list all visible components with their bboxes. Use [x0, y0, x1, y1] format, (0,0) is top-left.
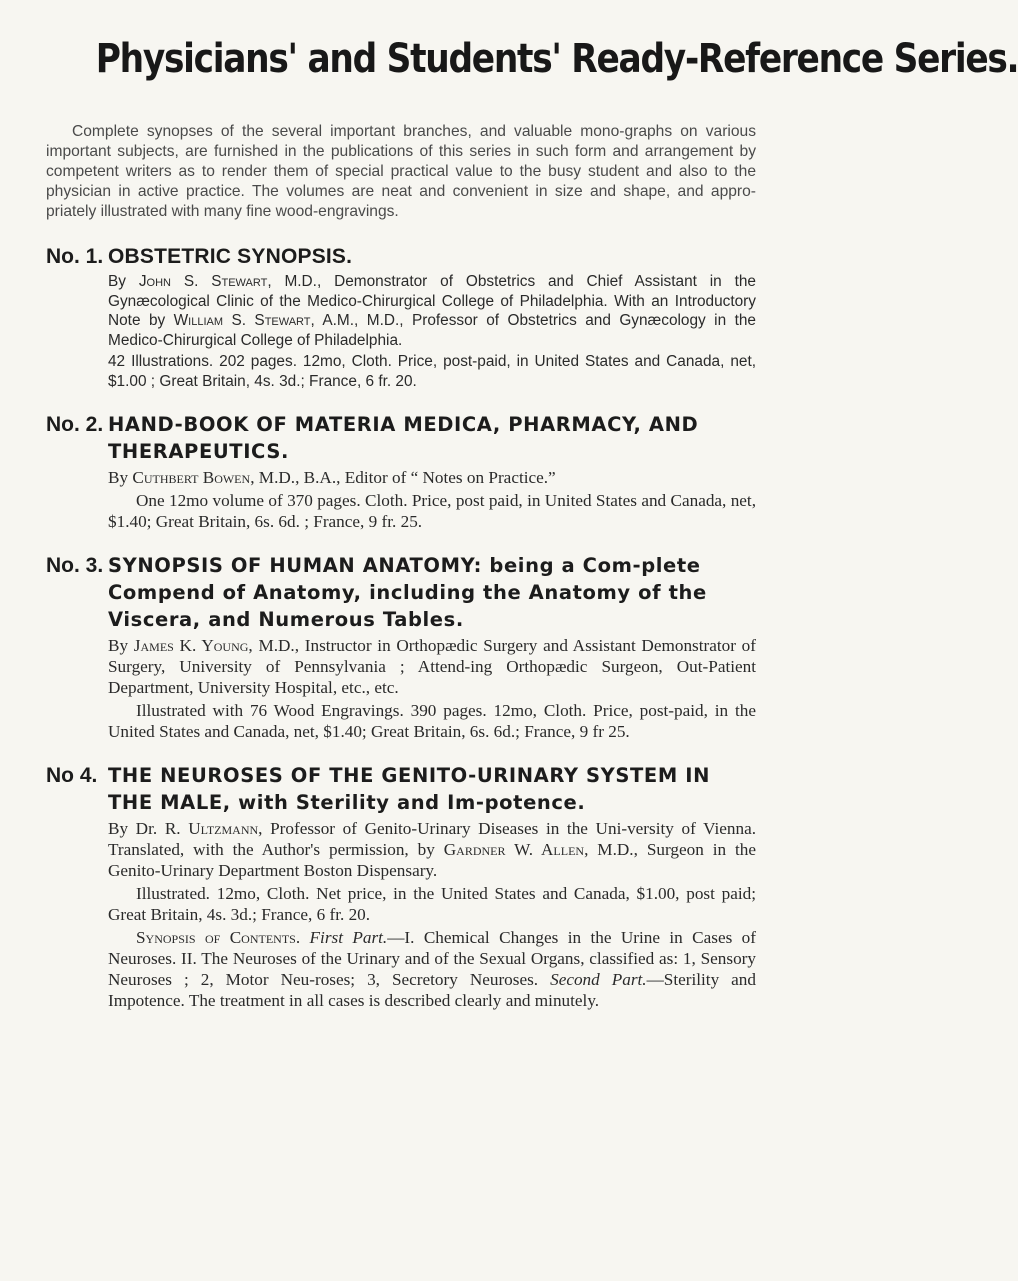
entry-number: No. 2. [46, 413, 104, 436]
first-part-label: First Part. [309, 928, 388, 947]
author-credentials: , M.D., Instructor in Orthopædic Surgery and Assistant Demonstrator of Surgery, University of Pennsylvania ; Attend-ing Orthopædic Surgeon, Out-Patient Department, University Hospital, etc., etc. [108, 636, 756, 697]
entry-title [108, 552, 756, 633]
author-name: James K. Young [133, 636, 249, 655]
page-title: Physicians' and Students' Ready-Reference Series. [95, 36, 1018, 82]
author-name: John S. Stewart [138, 273, 268, 290]
entry-price-paragraph: One 12mo volume of 370 pages. Cloth. Price, post paid, in United States and Canada, net, $1.40; Great Britain, 6s. 6d. ; France, 9 fr. 25. [108, 491, 756, 531]
entry-title [108, 762, 756, 816]
entry-author-paragraph [108, 272, 756, 350]
intro-paragraph: Complete synopses of the several important branches, and valuable mono-graphs on various important subjects, are furnished in the publications of this series in such form and arrangement by competent writers as to render them of special practical value to the busy student and also to the physician in active practice. The volumes are neat and convenient in size and shape, and appro-priately illustrated with many fine wood-engravings. [46, 123, 756, 220]
entry-1 [46, 244, 756, 391]
entry-title: OBSTETRIC SYNOPSIS. [108, 245, 353, 268]
entry-header [46, 552, 756, 633]
entry-header [46, 411, 756, 465]
by-text: By Dr. [108, 819, 158, 838]
entry-number: No. 1. [46, 245, 104, 268]
entry-title-rest: with Sterility and Im-potence. [230, 791, 586, 814]
author-name-2: Gardner W. Allen [443, 840, 585, 859]
entry-body [108, 635, 756, 742]
author-name-2: William S. Stewart [173, 312, 311, 329]
entry-title-main: THE NEUROSES OF THE GENITO-URINARY SYSTEM IN THE MALE, [108, 764, 711, 814]
by-text: By [108, 273, 126, 290]
entry-number: No. 3. [46, 554, 104, 577]
entry-body [108, 467, 756, 532]
entry-author-paragraph [108, 818, 756, 881]
entry-header [46, 244, 756, 270]
entry-header [46, 762, 756, 816]
entry-author-paragraph [108, 635, 756, 698]
entry-title-main: SYNOPSIS OF HUMAN ANATOMY [108, 554, 474, 577]
second-part-label: Second Part. [550, 970, 647, 989]
entry-title: HAND-BOOK OF MATERIA MEDICA, PHARMACY, AND THERAPEUTICS. [108, 413, 699, 463]
entry-body [108, 818, 756, 1011]
entry-3 [46, 552, 756, 742]
second-part-text: —Sterility and Impotence. The treatment in all cases is described clearly and minutely. [108, 970, 756, 1010]
entry-body [108, 272, 756, 391]
entry-2 [46, 411, 756, 532]
entry-4 [46, 762, 756, 1011]
entry-price-paragraph: Illustrated with 76 Wood Engravings. 390 pages. 12mo, Cloth. Price, post-paid, in the United States and Canada, net, $1.40; Great Britain, 6s. 6d.; France, 9 fr 25. [108, 701, 756, 741]
author-credentials-2: , M.D., Surgeon in the Genito-Urinary Department Boston Dispensary. [108, 840, 756, 880]
entry-price-paragraph: 42 Illustrations. 202 pages. 12mo, Cloth. Price, post-paid, in United States and Canada, net, $1.00 ; Great Britain, 4s. 3d.; France, 6 fr. 20. [108, 353, 756, 390]
entry-number: No 4. [46, 764, 98, 787]
author-credentials-2: , A.M., M.D., Professor of Obstetrics and Gynæcology in the Medico-Chirurgical College of Philadelphia. [108, 312, 756, 349]
entry-author-paragraph [108, 467, 756, 488]
author-credentials: , M.D., Demonstrator of Obstetrics and Chief Assistant in the Gynæcological Clinic of the Medico-Chirurgical College of Philadelphia. With an Introductory Note by [108, 273, 756, 329]
contents-label: Synopsis of Contents. [136, 928, 301, 947]
author-credentials: , M.D., B.A., Editor of “ Notes on Practice.” [250, 468, 556, 487]
author-name: Cuthbert Bowen [132, 468, 251, 487]
author-name: R. Ultzmann [164, 819, 259, 838]
author-credentials: , Professor of Genito-Urinary Diseases in the Uni-versity of Vienna. Translated, with the Author's permission, by [108, 819, 757, 859]
entry-title-rest: : being a Com-plete Compend of Anatomy, including the Anatomy of the Viscera, and Numerous Tables. [108, 554, 707, 631]
by-text: By [108, 636, 129, 655]
by-text: By [108, 468, 129, 487]
first-part-text: —I. Chemical Changes in the Urine in Cases of Neuroses. II. The Neuroses of the Urinary and of the Sexual Organs, classified as: 1, Sensory Neuroses ; 2, Motor Neu-roses; 3, Secretory Neuroses. [108, 928, 756, 989]
entry-contents-paragraph [108, 927, 756, 1011]
entry-price-paragraph: Illustrated. 12mo, Cloth. Net price, in the United States and Canada, $1.00, post paid; Great Britain, 4s. 3d.; France, 6 fr. 20. [108, 884, 756, 924]
